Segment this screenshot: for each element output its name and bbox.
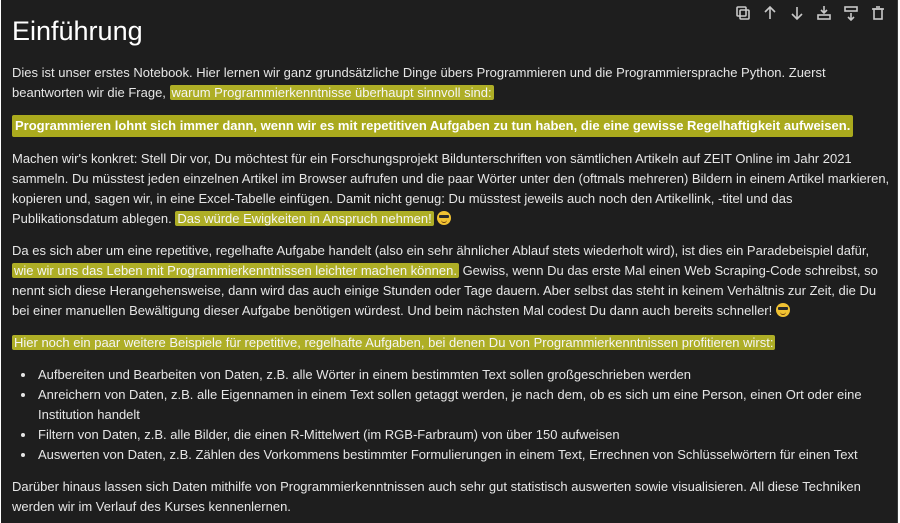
repetitive-highlight: wie wir uns das Leben mit Programmierkenntnissen leichter machen können. <box>14 263 457 278</box>
sunglasses-emoji-icon <box>776 303 790 317</box>
key-statement-highlight: Programmieren lohnt sich immer dann, wenn wir es mit repetitiven Aufgaben zu tun haben, die eine gewisse Regelhaftigkeit aufweisen. <box>12 115 853 137</box>
list-item: • Filtern von Daten, z.B. alle Bilder, die einen R-Mittelwert (im RGB-Farbraum) von über 150 aufweisen <box>36 425 892 445</box>
closing-paragraph: Darüber hinaus lassen sich Daten mithilfe von Programmierkenntnissen auch sehr gut statistisch auswerten sowie visualisieren. All diese Techniken werden wir im Verlauf des Kurses kennenlernen. <box>12 479 861 514</box>
markdown-cell[interactable] <box>1 0 898 523</box>
list-item: • Anreichern von Daten, z.B. alle Eigennamen in einem Text sollen getaggt werden, je nach dem, ob es sich um eine Person, einen Ort oder eine Institution handelt <box>36 385 892 425</box>
intro-paragraph <box>12 63 892 103</box>
example-paragraph <box>12 149 892 229</box>
repetitive-task-paragraph <box>12 241 892 321</box>
exploding-head-emoji-icon <box>437 211 451 225</box>
examples-intro-highlight: Hier noch ein paar weitere Beispiele für repetitive, regelhafte Aufgaben, bei denen Du von Programmierkenntnissen profitieren wirst: <box>14 335 774 350</box>
page-title: Einführung <box>12 16 143 46</box>
repetitive-text-1: Da es sich aber um eine repetitive, regelhafte Aufgabe handelt (also ein sehr ähnlicher Ablauf stets wiederholt wird), ist dies ein Paradebeispiel dafür, <box>12 243 870 258</box>
repetitive-text-2: Gewiss, wenn Du das erste Mal einen Web Scraping-Code schreibst, so nennt sich diese Herangehensweise, dann wird das auch einige Stunden oder Tage dauern. Aber selbst das steht in keinem Verhältnis zur Zeit, die Du bei einer manuellen Bewältigung dieser Aufgabe benötigen würdest. Und beim nächsten Mal codest Du dann auch bereits schneller! <box>12 263 878 318</box>
examples-list <box>12 365 892 465</box>
list-item: • Auswerten von Daten, z.B. Zählen des Vorkommens bestimmter Formulierungen in einem Text, Errechnen von Schlüsselwörtern für einen Text <box>36 445 892 465</box>
intro-text: Dies ist unser erstes Notebook. Hier lernen wir ganz grundsätzliche Dinge übers Programmieren und die Programmiersprache Python. Zuerst beantworten wir die Frage, <box>12 65 826 100</box>
list-item: • Aufbereiten und Bearbeiten von Daten, z.B. alle Wörter in einem bestimmten Text sollen großgeschrieben werden <box>36 365 892 385</box>
example-text: Machen wir's konkret: Stell Dir vor, Du möchtest für ein Forschungsprojekt Bildunterschriften von sämtlichen Artikeln auf ZEIT Online im Jahr 2021 sammeln. Du müsstest jeden einzelnen Artikel im Browser aufrufen und die paar Wörter unter den (oftmals mehreren) Bildern in einem Artikel markieren, kopieren und, sagen wir, in eine Excel-Tabelle einfügen. Damit nicht genug: Du müsstest jeweils auch noch den Artikellink, -titel und das Publikationsdatum ablegen. <box>12 151 890 226</box>
examples-intro-paragraph <box>12 333 892 353</box>
cell-content <box>12 10 892 523</box>
key-statement-paragraph <box>12 115 892 137</box>
intro-highlight: warum Programmierkenntnisse überhaupt sinnvoll sind: <box>171 85 492 100</box>
example-highlight: Das würde Ewigkeiten in Anspruch nehmen! <box>177 211 432 226</box>
